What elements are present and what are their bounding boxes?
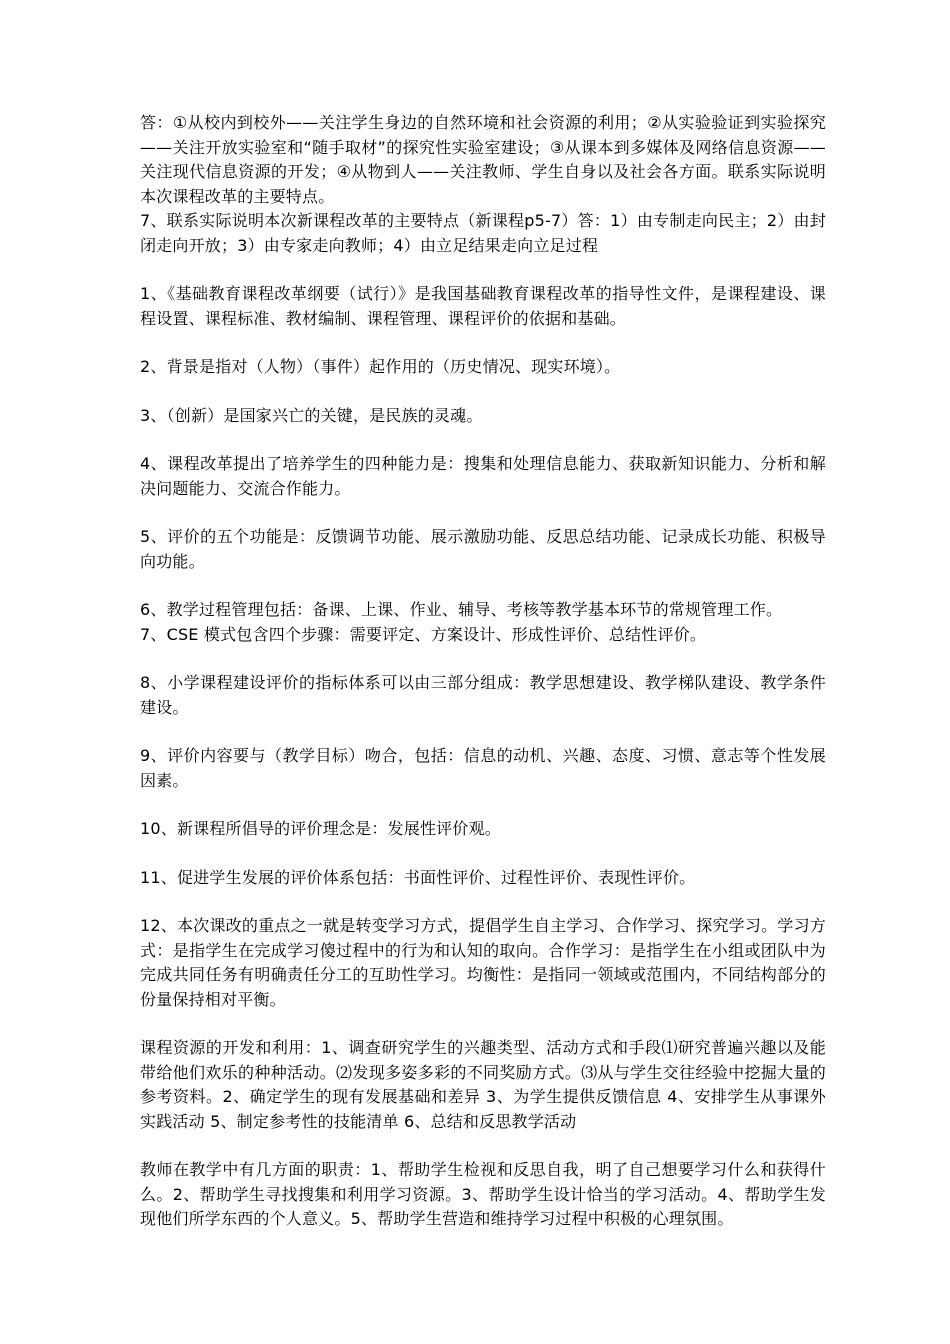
item-10-paragraph: 10、新课程所倡导的评价理念是：发展性评价观。 — [140, 819, 501, 838]
item-11-paragraph: 11、促进学生发展的评价体系包括：书面性评价、过程性评价、表现性评价。 — [140, 867, 696, 887]
item-2-paragraph: 2、背景是指对（人物）（事件）起作用的（历史情况、现实环境）。 — [140, 357, 621, 376]
paragraph-gap — [140, 501, 826, 525]
paragraph-gap — [140, 647, 826, 671]
item-1-paragraph: 1、《基础教育课程改革纲要（试行）》是我国基础教育课程改革的指导性文件，是课程建设、课程设置、课程标准、教材编制、课程管理、课程评价的依据和基础。 — [140, 284, 826, 328]
curriculum-resources-paragraph: 课程资源的开发和利用：1、调查研究学生的兴趣类型、活动方式和手段⑴研究普遍兴趣以及能带给他们欢乐的种种活动。⑵发现多姿多彩的不同奖励方式。⑶从与学生交往经验中挖掘大量的参考资料。2、确定学生的现有发展基础和差异 3、为学生提供反馈信息 4、安排学生从事课外实践活动 5、制定参考性的技能清单 6、总结和反思教学活动 — [140, 1038, 826, 1131]
item-5-paragraph: 5、评价的五个功能是：反馈调节功能、展示激励功能、反思总结功能、记录成长功能、积极导向功能。 — [140, 527, 826, 571]
item-8-paragraph: 8、小学课程建设评价的指标体系可以由三部分组成：教学思想建设、教学梯队建设、教学条件建设。 — [140, 673, 826, 717]
teacher-duties-paragraph: 教师在教学中有几方面的职责：1、帮助学生检视和反思自我，明了自己想要学习什么和获得什么。2、帮助学生寻找搜集和利用学习资源。3、帮助学生设计恰当的学习活动。4、帮助学生发现他们所学东西的个人意义。5、帮助学生营造和维持学习过程中积极的心理氛围。 — [140, 1160, 826, 1228]
item-6-paragraph: 6、教学过程管理包括：备课、上课、作业、辅导、考核等教学基本环节的常规管理工作。 — [140, 600, 783, 619]
item-12-paragraph: 12、本次课改的重点之一就是转变学习方式，提倡学生自主学习、合作学习、探究学习。学习方式：是指学生在完成学习傻过程中的行为和认知的取向。合作学习：是指学生在小组或团队中为完成共同任务有明确责任分工的互助性学习。均衡性：是指同一领域或范围内，不同结构部分的份量保持相对平衡。 — [140, 916, 826, 1009]
item-3-paragraph: 3、（创新）是国家兴亡的关键，是民族的灵魂。 — [140, 405, 483, 425]
document-page — [140, 111, 826, 1232]
paragraph-gap — [140, 1012, 826, 1036]
paragraph-gap — [140, 720, 826, 744]
item-7-paragraph: 7、CSE 模式包含四个步骤：需要评定、方案设计、形成性评价、总结性评价。 — [140, 624, 707, 644]
item-4-paragraph: 4、课程改革提出了培养学生的四种能力是：搜集和处理信息能力、获取新知识能力、分析和解决问题能力、交流合作能力。 — [140, 454, 826, 498]
paragraph-gap — [140, 380, 826, 404]
paragraph-gap — [140, 1134, 826, 1158]
paragraph-gap — [140, 574, 826, 598]
paragraph-gap — [140, 793, 826, 817]
paragraph-gap — [140, 890, 826, 914]
paragraph-gap — [140, 842, 826, 866]
answer-paragraph: 答：①从校内到校外——关注学生身边的自然环境和社会资源的利用；②从实验验证到实验探究——关注开放实验室和“随手取材”的探究性实验室建设；③从课本到多媒体及网络信息资源——关注现代信息资源的开发；④从物到人——关注教师、学生自身以及社会各方面。联系实际说明本次课程改革的主要特点。 — [140, 113, 826, 206]
paragraph-gap — [140, 258, 826, 282]
paragraph-gap — [140, 428, 826, 452]
item-9-paragraph: 9、评价内容要与（教学目标）吻合，包括：信息的动机、兴趣、态度、习惯、意志等个性发展因素。 — [140, 746, 826, 790]
paragraph-gap — [140, 331, 826, 355]
question-7-paragraph: 7、联系实际说明本次新课程改革的主要特点（新课程p5-7）答：1）由专制走向民主；2）由封闭走向开放；3）由专家走向教师；4）由立足结果走向立足过程 — [140, 211, 826, 255]
